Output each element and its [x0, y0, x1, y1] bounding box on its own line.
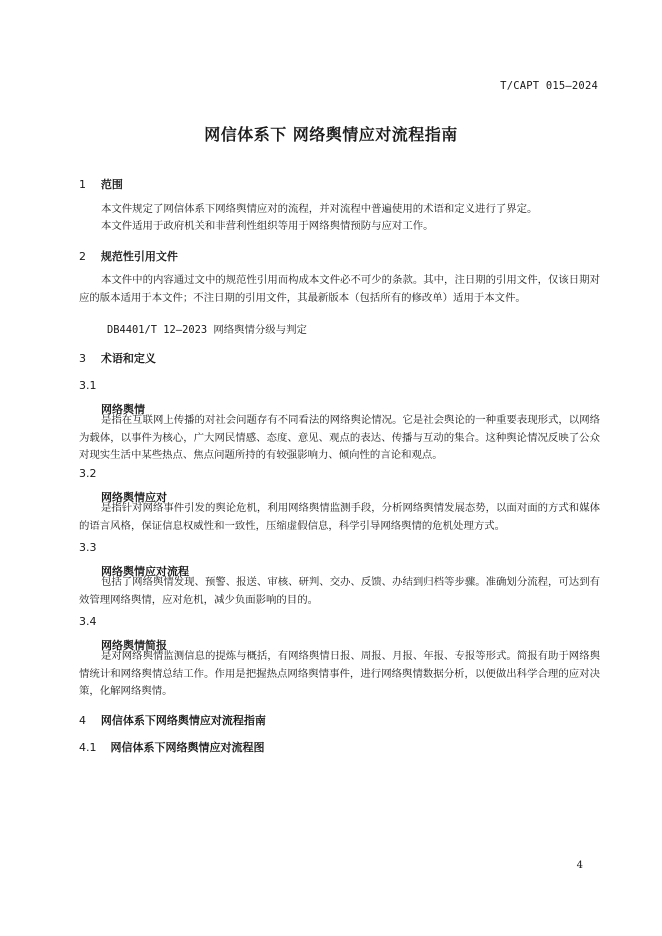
- normative-reference: DB4401/T 12—2023 网络舆情分级与判定: [107, 324, 307, 336]
- subsection-number: 4.1: [79, 741, 97, 754]
- document-number: T/CAPT 015—2024: [500, 80, 598, 92]
- section-number: 2: [79, 250, 86, 263]
- term-name: 网络舆情简报: [101, 639, 167, 652]
- term-name: 网络舆情应对流程: [101, 565, 189, 578]
- term-definition: 是指针对网络事件引发的舆论危机，利用网络舆情监测手段，分析网络舆情发展态势，以面对面的方式和媒体的语言风格，保证信息权威性和一致性，压缩虚假信息，科学引导网络舆情的危机处理方式。: [79, 502, 600, 532]
- section-number: 3: [79, 352, 86, 365]
- section-title: 术语和定义: [100, 352, 156, 365]
- subsection-title: 网信体系下网络舆情应对流程图: [110, 741, 265, 754]
- section-3-heading: [79, 350, 156, 366]
- section-title: 规范性引用文件: [100, 250, 178, 263]
- paragraph: 本文件规定了网信体系下网络舆情应对的流程，并对流程中普遍使用的术语和定义进行了界定。: [101, 203, 538, 215]
- section-1-heading: [79, 176, 123, 192]
- section-title: 范围: [100, 178, 123, 191]
- section-2-heading: [79, 248, 178, 264]
- paragraph: 本文件中的内容通过文中的规范性引用而构成本文件必不可少的条款。其中，注日期的引用文件，仅该日期对应的版本适用于本文件；不注日期的引用文件，其最新版本（包括所有的修改单）适用于本文件。: [79, 274, 600, 304]
- clause-number: 3.2: [79, 467, 97, 480]
- paragraph: 本文件适用于政府机关和非营利性组织等用于网络舆情预防与应对工作。: [101, 220, 434, 232]
- clause-number: 3.3: [79, 541, 97, 554]
- section-4-heading: [79, 712, 266, 728]
- document-title: 网信体系下 网络舆情应对流程指南: [204, 125, 458, 144]
- clause-number: 3.4: [79, 615, 97, 628]
- section-title: 网信体系下网络舆情应对流程指南: [100, 714, 266, 727]
- section-number: 1: [79, 178, 86, 191]
- term-definition: 包括了网络舆情发现、预警、报送、审核、研判、交办、反馈、办结到归档等步骤。准确划分流程，可达到有效管理网络舆情，应对危机，减少负面影响的目的。: [79, 576, 600, 606]
- term-definition: 是指在互联网上传播的对社会问题存有不同看法的网络舆论情况。它是社会舆论的一种重要表现形式，以网络为载体，以事件为核心，广大网民情感、态度、意见、观点的表达、传播与互动的集合。这种舆论情况反映了公众对现实生活中某些热点、焦点问题所持的有较强影响力、倾向性的言论和观点。: [79, 414, 600, 461]
- page-number: 4: [576, 860, 583, 871]
- clause-number: 3.1: [79, 379, 97, 392]
- section-number: 4: [79, 714, 86, 727]
- term-name: 网络舆情应对: [101, 491, 167, 504]
- term-definition: 是对网络舆情监测信息的提炼与概括，有网络舆情日报、周报、月报、年报、专报等形式。简报有助于网络舆情统计和网络舆情总结工作。作用是把握热点网络舆情事件，进行网络舆情数据分析，以便做出科学合理的应对决策，化解网络舆情。: [79, 650, 600, 697]
- subsection-4-1-heading: [79, 739, 265, 755]
- term-name: 网络舆情: [101, 403, 145, 416]
